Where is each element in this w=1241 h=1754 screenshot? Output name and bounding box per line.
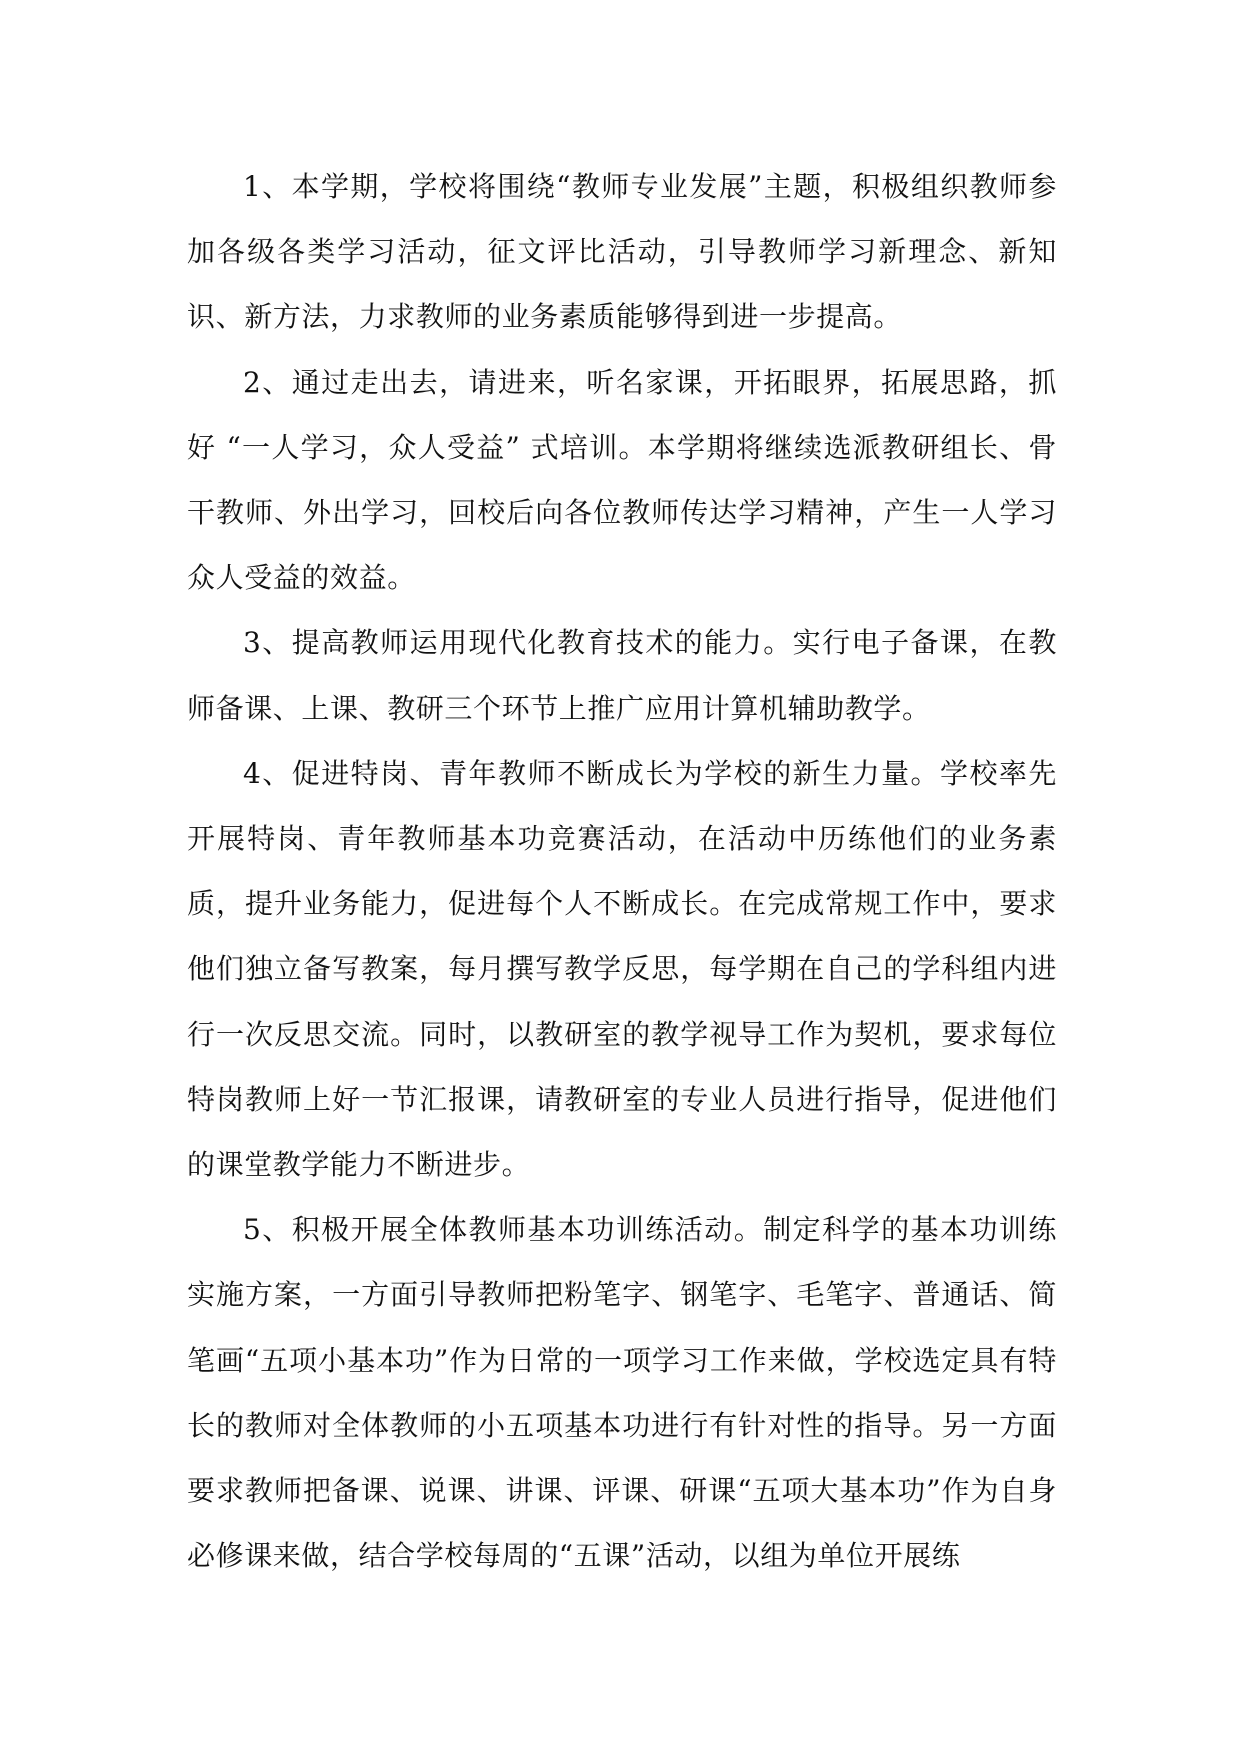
paragraph-1: 1、本学期，学校将围绕“教师专业发展”主题，积极组织教师参加各级各类学习活动，征文评比活动，引导教师学习新理念、新知识、新方法，力求教师的业务素质能够得到进一步提高。	[187, 170, 1057, 334]
paragraph-2: 2、通过走出去，请进来，听名家课，开拓眼界，拓展思路，抓好 “一人学习，众人受益” 式培训。本学期将继续选派教研组长、骨干教师、外出学习，回校后向各位教师传达学习精神，产生一人学习众人受益的效益。	[187, 365, 1057, 595]
document-body	[187, 154, 1057, 1588]
paragraph-4: 4、促进特岗、青年教师不断成长为学校的新生力量。学校率先开展特岗、青年教师基本功竞赛活动，在活动中历练他们的业务素质，提升业务能力，促进每个人不断成长。在完成常规工作中，要求他们独立备写教案，每月撰写教学反思，每学期在自己的学科组内进行一次反思交流。同时，以教研室的教学视导工作为契机，要求每位特岗教师上好一节汇报课，请教研室的专业人员进行指导，促进他们的课堂教学能力不断进步。	[187, 756, 1057, 1182]
paragraph-5: 5、积极开展全体教师基本功训练活动。制定科学的基本功训练实施方案，一方面引导教师把粉笔字、钢笔字、毛笔字、普通话、简笔画“五项小基本功”作为日常的一项学习工作来做，学校选定具有特长的教师对全体教师的小五项基本功进行有针对性的指导。另一方面要求教师把备课、说课、讲课、评课、研课“五项大基本功”作为自身必修课来做，结合学校每周的“五课”活动，以组为单位开展练	[187, 1213, 1057, 1573]
paragraph-3: 3、提高教师运用现代化教育技术的能力。实行电子备课，在教师备课、上课、教研三个环节上推广应用计算机辅助教学。	[187, 626, 1057, 725]
